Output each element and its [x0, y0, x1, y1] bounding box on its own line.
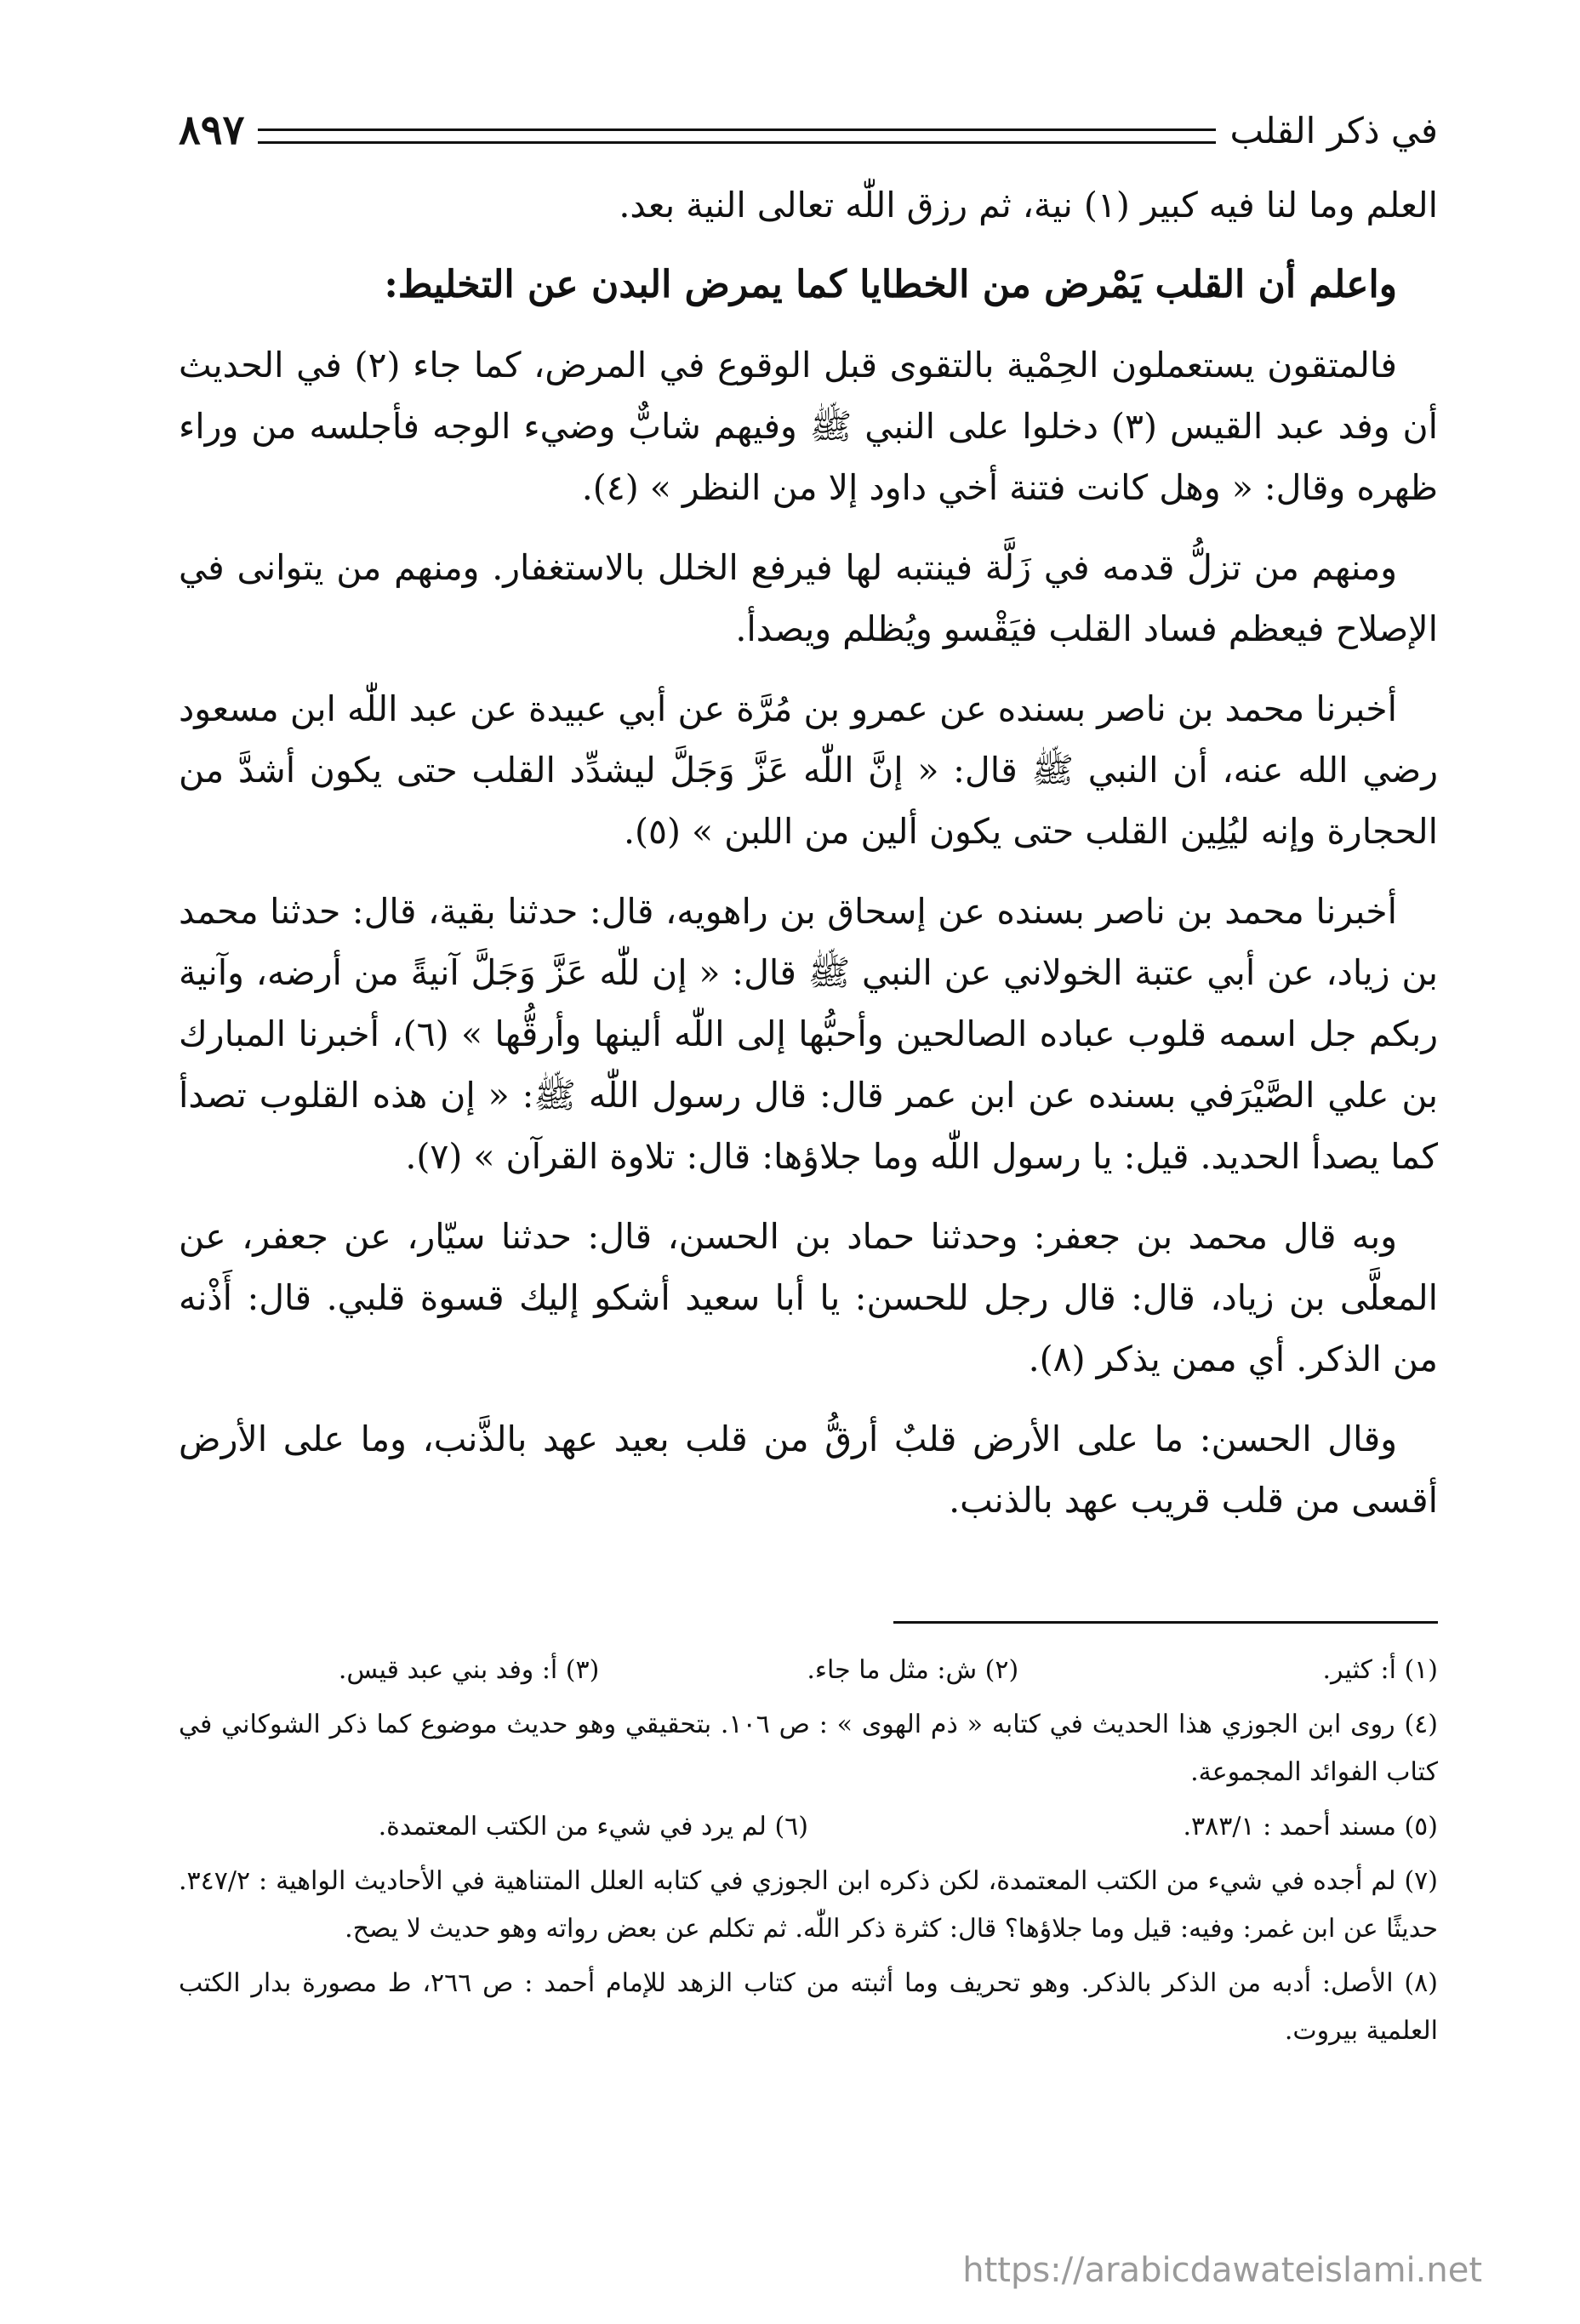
- footnote-row: [179, 1647, 1438, 1694]
- footnote-2: (٢) ش: مثل ما جاء.: [807, 1655, 1019, 1685]
- running-header: [179, 100, 1438, 160]
- footnote-separator: [893, 1621, 1438, 1624]
- paragraph: ومنهم من تزلُّ قدمه في زَلَّة فينتبه لها فيرفع الخلل بالاستغفار. ومنهم من يتوانى في الإصلاح فيعظم فساد القلب فيَقْسو ويُظلم ويصدأ.: [179, 547, 1438, 649]
- footnote-1: (١) أ: كثير.: [1322, 1655, 1438, 1685]
- footnote-8: (٨) الأصل: أدبه من الذكر بالذكر. وهو تحريف وما أثبته من كتاب الزهد للإمام أحمد : ص ٢٦٦، ط مصورة بدار الكتب العلمية بيروت.: [179, 1968, 1438, 2046]
- section-heading: واعلم أن القلب يَمْرض من الخطايا كما يمرض البدن عن التخليط:: [384, 263, 1397, 306]
- paragraph: أخبرنا محمد بن ناصر بسنده عن عمرو بن مُرَّة عن أبي عبيدة عن عبد اللّٰه ابن مسعود رضي الله عنه، أن النبي ﷺ قال: « إنَّ اللّٰه عَزَّ وَجَلَّ ليشدِّد القلب حتى يكون أشدَّ من الحجارة وإنه ليُلِين القلب حتى يكون ألين من اللبن » (٥).: [179, 688, 1438, 852]
- main-text: [179, 174, 1438, 1550]
- paragraph: العلم وما لنا فيه كبير (١) نية، ثم رزق اللّٰه تعالى النية بعد.: [619, 185, 1438, 226]
- footnote-4: (٤) روى ابن الجوزي هذا الحديث في كتابه « ذم الهوى » : ص ١٠٦. بتحقيقي وهو حديث موضوع كما ذكر الشوكاني في كتاب الفوائد المجموعة.: [179, 1710, 1438, 1787]
- paragraph: أخبرنا محمد بن ناصر بسنده عن إسحاق بن راهويه، قال: حدثنا بقية، قال: حدثنا محمد بن زياد، عن أبي عتبة الخولاني عن النبي ﷺ قال: « إن للّٰه عَزَّ وَجَلَّ آنيةً من أرضه، وآنية ربكم جل اسمه قلوب عباده الصالحين وأحبُّها إلى اللّٰه ألينها وأرقُّها » (٦)، أخبرنا المبارك بن علي الصَّيْرَفي بسنده عن ابن عمر قال: قال رسول اللّٰه ﷺ: « إن هذه القلوب تصدأ كما يصدأ الحديد. قيل: يا رسول اللّٰه وما جلاؤها: قال: تلاوة القرآن » (٧).: [179, 891, 1438, 1177]
- chapter-title: في ذكر القلب: [1229, 109, 1438, 151]
- paragraph: وبه قال محمد بن جعفر: وحدثنا حماد بن الحسن، قال: حدثنا سيّار، عن جعفر، عن المعلَّى بن زياد، قال: قال رجل للحسن: يا أبا سعيد أشكو إليك قسوة قلبي. قال: أَذْنه من الذكر. أي ممن يذكر (٨).: [179, 1216, 1438, 1379]
- footnote-3: (٣) أ: وفد بني عبد قيس.: [338, 1655, 600, 1685]
- footnote-5: (٥) مسند أحمد : ٣٨٣/١.: [1183, 1812, 1438, 1841]
- footnote-6: (٦) لم يرد في شيء من الكتب المعتمدة.: [378, 1812, 808, 1841]
- paragraph: وقال الحسن: ما على الأرض قلبٌ أرقُّ من قلب بعيد عهد بالذَّنب، وما على الأرض أقسى من قلب قريب عهد بالذنب.: [179, 1419, 1438, 1521]
- footnote-7: (٧) لم أجده في شيء من الكتب المعتمدة، لكن ذكره ابن الجوزي في كتابه العلل المتناهية في الأحاديث الواهية : ٣٤٧/٢. حديثًا عن ابن غمر: وفيه: قيل وما جلاؤها؟ قال: كثرة ذكر اللّٰه. ثم تكلم عن بعض رواته وهو حديث لا يصح.: [179, 1866, 1438, 1944]
- paragraph: فالمتقون يستعملون الحِمْية بالتقوى قبل الوقوع في المرض، كما جاء (٢) في الحديث أن وفد عبد القيس (٣) دخلوا على النبي ﷺ وفيهم شابٌّ وضيء الوجه فأجلسه من وراء ظهره وقال: « وهل كانت فتنة أخي داود إلا من النظر » (٤).: [179, 345, 1438, 508]
- page-number: ٨٩٧: [179, 106, 245, 154]
- website-watermark: https://arabicdawateislami.net: [962, 2251, 1482, 2290]
- footnote-row: [179, 1803, 1438, 1851]
- footnotes: [179, 1647, 1438, 2062]
- header-double-rule: [258, 128, 1216, 144]
